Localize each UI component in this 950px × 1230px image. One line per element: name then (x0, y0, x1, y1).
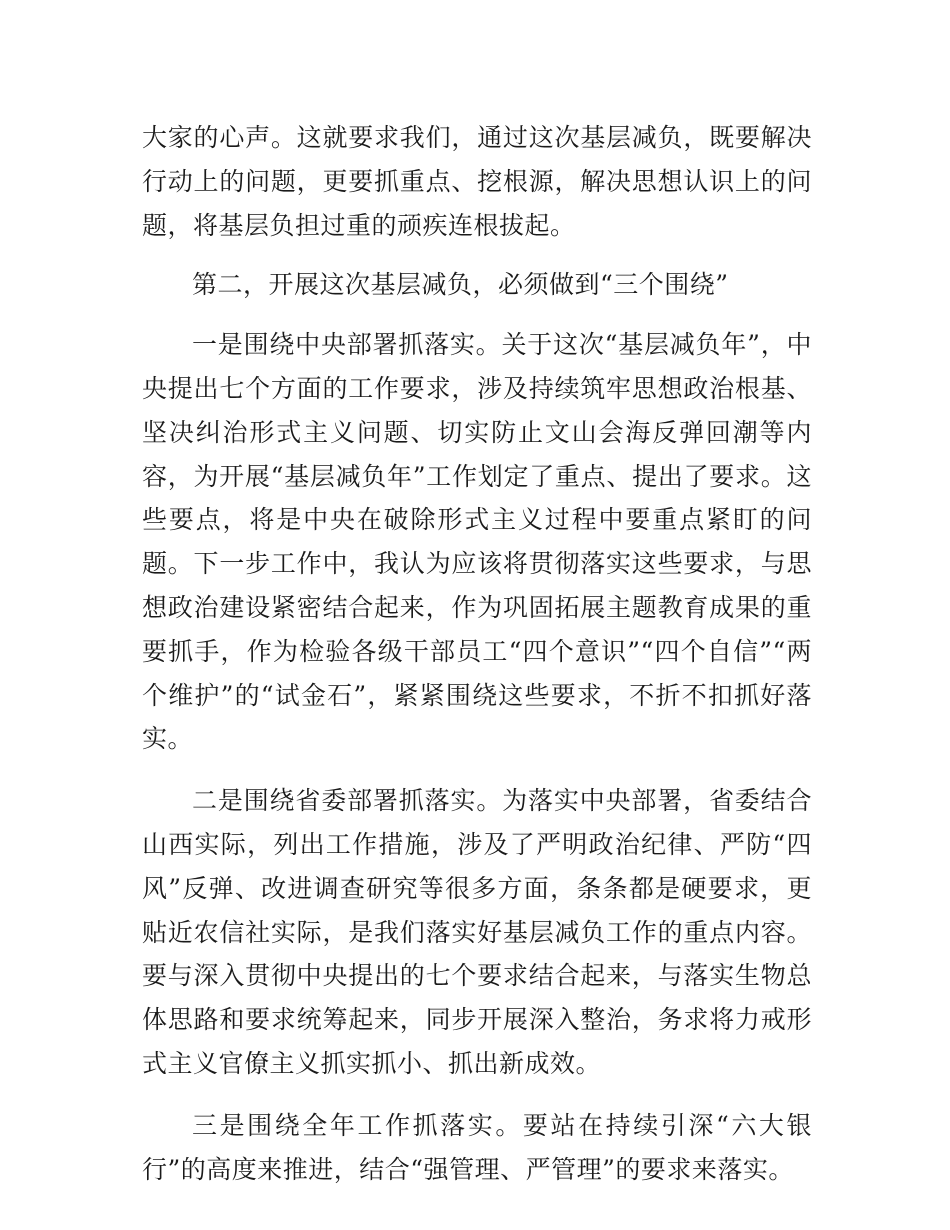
paragraph-point-three: 三是围绕全年工作抓落实。要站在持续引深“六大银行”的高度来推进，结合“强管理、严管理”的要求来落实。 (142, 1110, 812, 1184)
paragraph-continued: 大家的心声。这就要求我们，通过这次基层减负，既要解决行动上的问题，更要抓重点、挖根源，解决思想认识上的问题，将基层负担过重的顽疾连根拔起。 (142, 123, 812, 240)
paragraph-point-two: 二是围绕省委部署抓落实。为落实中央部署，省委结合山西实际，列出工作措施，涉及了严明政治纪律、严防“四风”反弹、改进调查研究等很多方面，条条都是硬要求，更贴近农信社实际，是我们落实好基层减负工作的重点内容。要与深入贯彻中央提出的七个要求结合起来，与落实生物总体思路和要求统筹起来，同步开展深入整治，务求将力戒形式主义官僚主义抓实抓小、抓出新成效。 (142, 786, 812, 1078)
document-body (142, 116, 812, 1191)
paragraph-point-one: 一是围绕中央部署抓落实。关于这次“基层减负年”，中央提出七个方面的工作要求，涉及持续筑牢思想政治根基、坚决纠治形式主义问题、切实防止文山会海反弹回潮等内容，为开展“基层减负年”工作划定了重点、提出了要求。这些要点，将是中央在破除形式主义过程中要重点紧盯的问题。下一步工作中，我认为应该将贯彻落实这些要求，与思想政治建设紧密结合起来，作为巩固拓展主题教育成果的重要抓手，作为检验各级干部员工“四个意识”“四个自信”“两个维护”的“试金石”，紧紧围绕这些要求，不折不扣抓好落实。 (142, 330, 812, 754)
section-heading: 第二，开展这次基层减负，必须做到“三个围绕” (192, 270, 729, 300)
